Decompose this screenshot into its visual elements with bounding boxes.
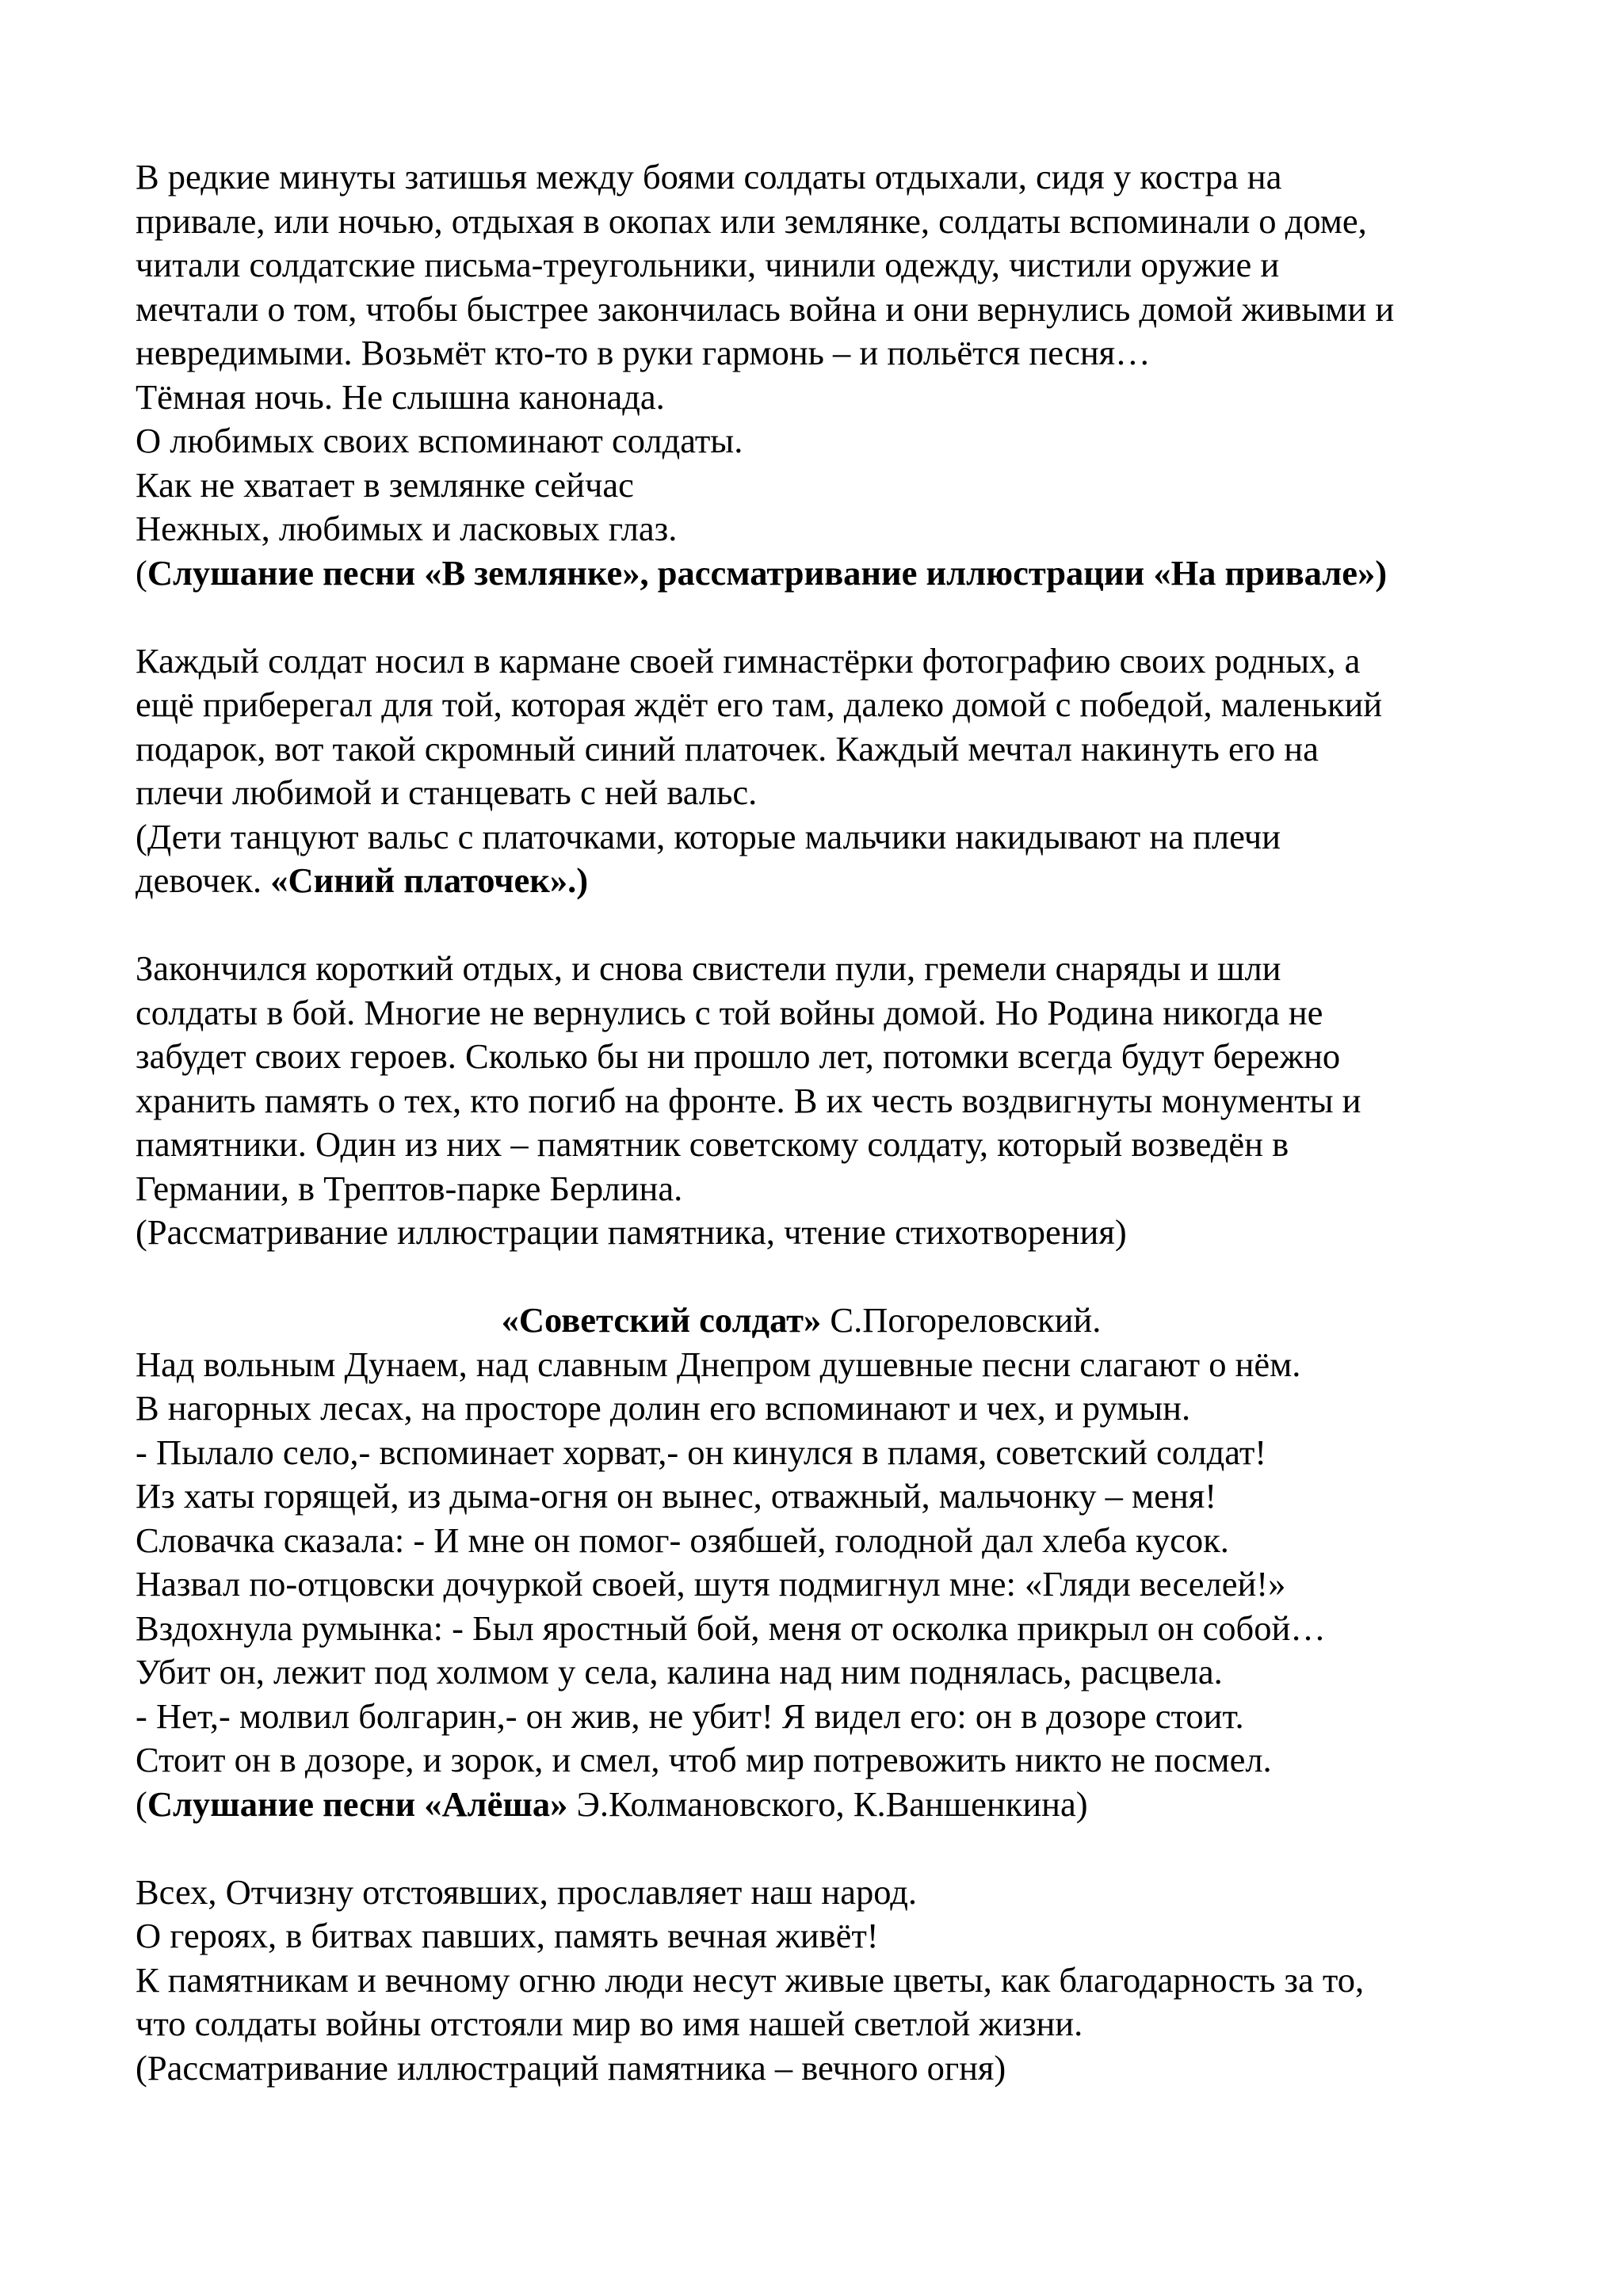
paragraph-eternal-flame bbox=[136, 1871, 1562, 2091]
poem-line: Убит он, лежит под холмом у села, калина над ним поднялась, расцвела. bbox=[136, 1652, 1223, 1691]
poem-line: Стоит он в дозоре, и зорок, и смел, чтоб мир потревожить никто не посмел. bbox=[136, 1740, 1272, 1779]
text-line: забудет своих героев. Сколько бы ни прошло лет, потомки всегда будут бережно bbox=[136, 1036, 1341, 1076]
poem-line: Словачка сказала: - И мне он помог- озябшей, голодной дал хлеба кусок. bbox=[136, 1520, 1229, 1560]
activity-note: (Рассматривание иллюстрации памятника, чтение стихотворения) bbox=[136, 1212, 1127, 1252]
poem-line: - Пылало село,- вспоминает хорват,- он кинулся в пламя, советский солдат! bbox=[136, 1432, 1267, 1472]
paragraph-gap bbox=[136, 1255, 1562, 1299]
poem-line: - Нет,- молвил болгарин,- он жив, не убит! Я видел его: он в дозоре стоит. bbox=[136, 1695, 1244, 1736]
text-line: В редкие минуты затишья между боями солдаты отдыхали, сидя у костра на bbox=[136, 157, 1282, 196]
activity-note: (Слушание песни «В землянке», рассматривание иллюстрации «На привале») bbox=[136, 552, 1388, 593]
text-line: ещё приберегал для той, которая ждёт его там, далеко домой с победой, маленький bbox=[136, 685, 1383, 724]
paragraph-rest-between-battles bbox=[136, 155, 1562, 595]
text-line: К памятникам и вечному огню люди несут живые цветы, как благодарность за то, bbox=[136, 1959, 1365, 2000]
text-line: (Дети танцуют вальс с платочками, которые мальчики накидывают на плечи bbox=[136, 816, 1281, 856]
text-line: плечи любимой и станцевать с ней вальс. bbox=[136, 772, 758, 812]
text-line: подарок, вот такой скромный синий платочек. Каждый мечтал накинуть его на bbox=[136, 728, 1319, 769]
text-line: привале, или ночью, отдыхая в окопах или землянке, солдаты вспоминали о доме, bbox=[136, 200, 1367, 241]
song-line: О любимых своих вспоминают солдаты. bbox=[136, 421, 743, 460]
paragraph-blue-kerchief bbox=[136, 639, 1562, 903]
text-line: читали солдатские письма-треугольники, чинили одежду, чистили оружие и bbox=[136, 245, 1280, 284]
text-line: О героях, в битвах павших, память вечная живёт! bbox=[136, 1916, 879, 1955]
paragraph-gap bbox=[136, 903, 1562, 948]
poem-soviet-soldier bbox=[136, 1299, 1562, 1826]
text-line: Закончился короткий отдых, и снова свистели пули, гремели снаряды и шли bbox=[136, 948, 1281, 988]
document-page bbox=[136, 155, 1562, 2090]
text-line: Всех, Отчизну отстоявших, прославляет наш народ. bbox=[136, 1871, 917, 1912]
text-line: Каждый солдат носил в кармане своей гимнастёрки фотографию своих родных, а bbox=[136, 640, 1361, 681]
poem-line: В нагорных лесах, на просторе долин его вспоминают и чех, и румын. bbox=[136, 1388, 1191, 1428]
song-line: Нежных, любимых и ласковых глаз. bbox=[136, 509, 678, 548]
song-line: Тёмная ночь. Не слышна канонада. bbox=[136, 376, 665, 417]
poem-line: Над вольным Дунаем, над славным Днепром душевные песни слагают о нём. bbox=[136, 1344, 1301, 1384]
text-line: хранить память о тех, кто погиб на фронте. В их честь воздвигнуты монументы и bbox=[136, 1080, 1361, 1120]
poem-line: Вздохнула румынка: - Был яростный бой, меня от осколка прикрыл он собой… bbox=[136, 1608, 1326, 1648]
text-line: мечтали о том, чтобы быстрее закончилась война и они вернулись домой живыми и bbox=[136, 288, 1395, 329]
poem-line: Назвал по-отцовски дочуркой своей, шутя подмигнул мне: «Гляди веселей!» bbox=[136, 1564, 1286, 1604]
activity-note: девочек. «Синий платочек».) bbox=[136, 860, 589, 900]
paragraph-gap bbox=[136, 595, 1562, 639]
song-line: Как не хватает в землянке сейчас bbox=[136, 464, 634, 505]
text-line: невредимыми. Возьмёт кто-то в руки гармонь – и польётся песня… bbox=[136, 333, 1151, 372]
poem-line: Из хаты горящей, из дыма-огня он вынес, отважный, мальчонку – меня! bbox=[136, 1476, 1217, 1516]
paragraph-monument bbox=[136, 947, 1562, 1255]
text-line: памятники. Один из них – памятник советскому солдату, который возведён в bbox=[136, 1124, 1289, 1164]
paragraph-gap bbox=[136, 1826, 1562, 1871]
poem-title: «Советский солдат» С.Погореловский. bbox=[501, 1300, 1102, 1340]
text-line: Германии, в Трептов-парке Берлина. bbox=[136, 1168, 683, 1208]
activity-note: (Слушание песни «Алёша» Э.Колмановского, К.Ваншенкина) bbox=[136, 1783, 1088, 1824]
text-line: солдаты в бой. Многие не вернулись с той войны домой. Но Родина никогда не bbox=[136, 992, 1323, 1032]
text-line: что солдаты войны отстояли мир во имя нашей светлой жизни. bbox=[136, 2004, 1083, 2043]
activity-note: (Рассматривание иллюстраций памятника – вечного огня) bbox=[136, 2047, 1006, 2088]
